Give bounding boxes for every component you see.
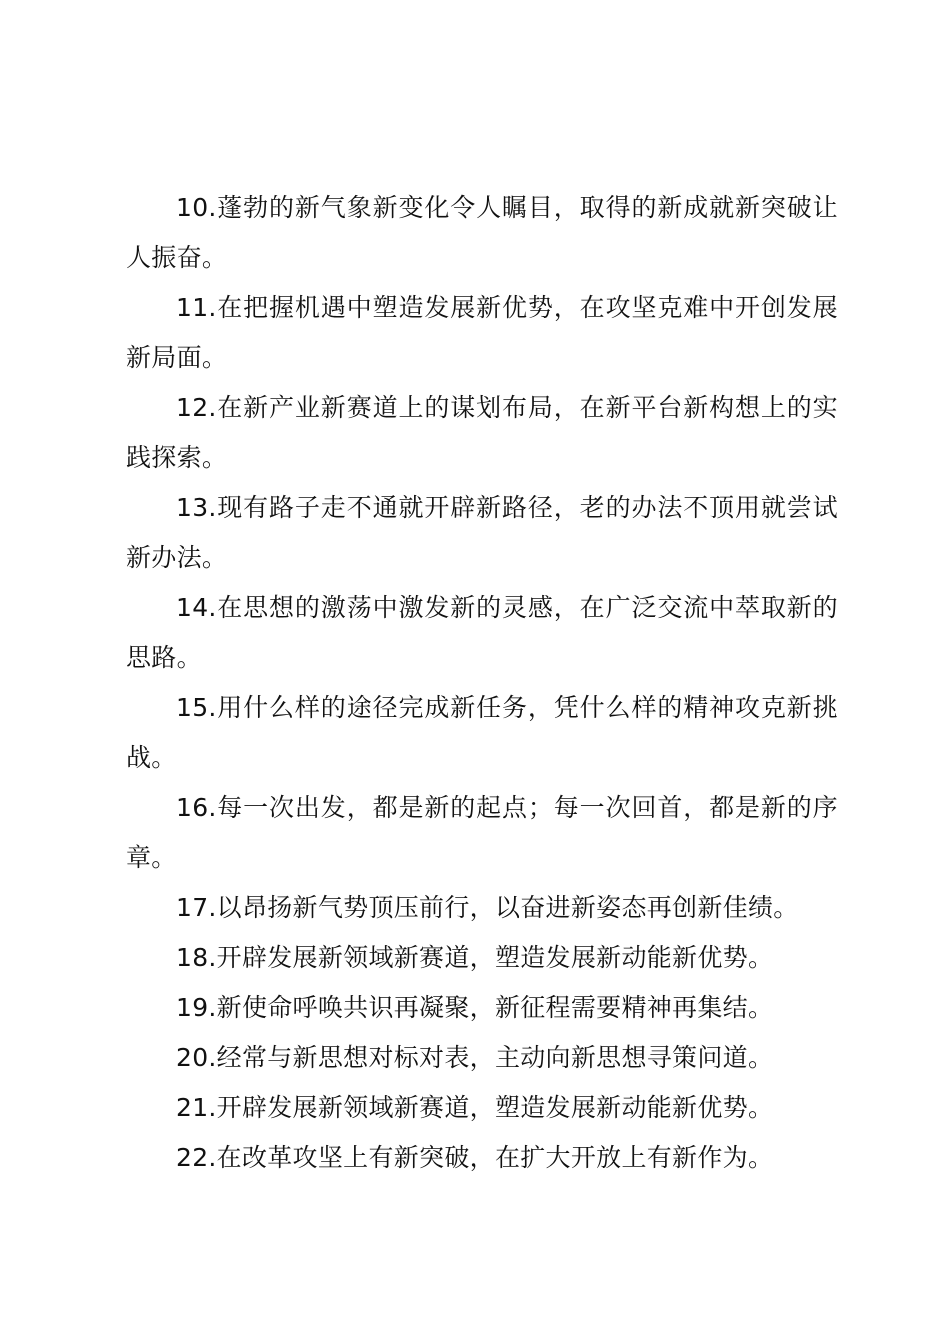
paragraph-20: 20.经常与新思想对标对表，主动向新思想寻策问道。 bbox=[176, 1043, 774, 1072]
paragraph-14: 14.在思想的激荡中激发新的灵感，在广泛交流中萃取新的思路。 bbox=[126, 593, 838, 672]
paragraph-21: 21.开辟发展新领域新赛道，塑造发展新动能新优势。 bbox=[176, 1093, 774, 1122]
paragraph-22: 22.在改革攻坚上有新突破，在扩大开放上有新作为。 bbox=[176, 1143, 774, 1172]
paragraph-11: 11.在把握机遇中塑造发展新优势，在攻坚克难中开创发展新局面。 bbox=[126, 293, 838, 372]
paragraph-17: 17.以昂扬新气势顶压前行，以奋进新姿态再创新佳绩。 bbox=[176, 893, 799, 922]
paragraph-16: 16.每一次出发，都是新的起点；每一次回首，都是新的序章。 bbox=[126, 793, 838, 872]
paragraph-13: 13.现有路子走不通就开辟新路径，老的办法不顶用就尝试新办法。 bbox=[126, 493, 838, 572]
paragraph-12: 12.在新产业新赛道上的谋划布局，在新平台新构想上的实践探索。 bbox=[126, 393, 838, 472]
paragraph-18: 18.开辟发展新领域新赛道，塑造发展新动能新优势。 bbox=[176, 943, 774, 972]
document-body bbox=[126, 183, 838, 1183]
paragraph-10: 10.蓬勃的新气象新变化令人瞩目，取得的新成就新突破让人振奋。 bbox=[126, 193, 838, 272]
paragraph-15: 15.用什么样的途径完成新任务，凭什么样的精神攻克新挑战。 bbox=[126, 693, 838, 772]
paragraph-19: 19.新使命呼唤共识再凝聚，新征程需要精神再集结。 bbox=[176, 993, 774, 1022]
